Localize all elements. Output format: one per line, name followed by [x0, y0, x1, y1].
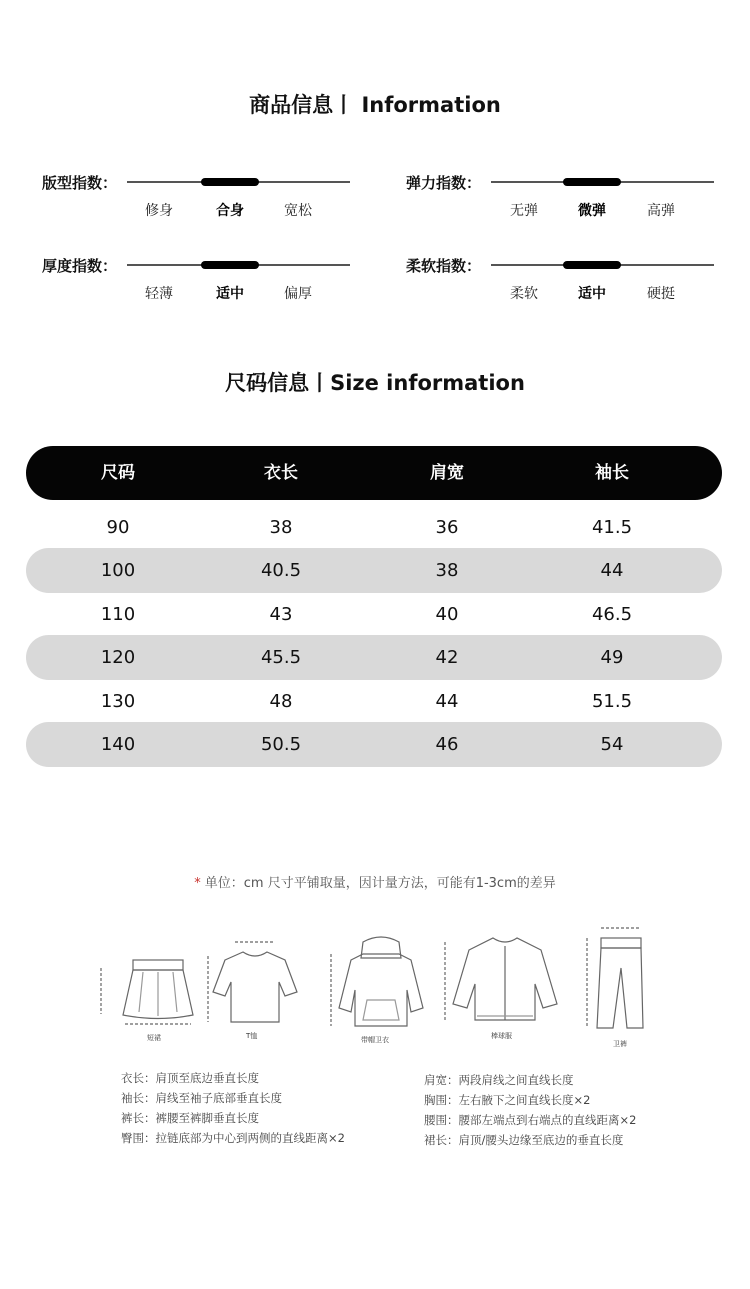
- cell-shoulder: 36: [435, 517, 459, 538]
- skirt-icon: [101, 960, 193, 1042]
- definition-hip: 臀围：拉链底部为中心到两侧的直线距离×2: [121, 1131, 345, 1145]
- definition-skirt-length: 裙长：肩顶/腰头边缘至底边的垂直长度: [424, 1133, 624, 1147]
- tshirt-caption: T恤: [246, 1032, 258, 1040]
- hoodie-caption: 带帽卫衣: [361, 1036, 389, 1044]
- stretch-index: [406, 172, 736, 222]
- baseball-jacket-caption: 棒球服: [491, 1032, 512, 1040]
- cell-size: 130: [100, 691, 136, 712]
- definition-sleeve: 袖长：肩线至袖子底部垂直长度: [121, 1091, 282, 1105]
- definition-length: 衣长：肩顶至底边垂直长度: [121, 1071, 259, 1085]
- stretch-option-none: 无弹: [510, 203, 538, 219]
- cell-sleeve: 54: [600, 734, 624, 755]
- thickness-option-thin: 轻薄: [145, 286, 173, 302]
- table-row: [26, 679, 722, 724]
- cell-shoulder: 42: [435, 647, 459, 668]
- note-text: 单位：cm 尺寸平铺取量，因计量方法，可能有1-3cm的差异: [204, 876, 556, 891]
- garment-illustrations: [95, 920, 655, 1060]
- fit-option-regular: 合身: [216, 203, 244, 219]
- cell-shoulder: 46: [435, 734, 459, 755]
- cell-length: 45.5: [260, 647, 302, 668]
- cell-length: 43: [269, 604, 293, 625]
- stretch-option-high: 高弹: [647, 203, 675, 219]
- definition-pants-length: 裤长：裤腰至裤脚垂直长度: [121, 1111, 259, 1125]
- tshirt-icon: [208, 942, 297, 1040]
- cell-length: 50.5: [260, 734, 302, 755]
- size-table-header: [26, 446, 722, 500]
- header-shoulder: 肩宽: [430, 463, 464, 483]
- cell-size: 120: [100, 647, 136, 668]
- cell-length: 40.5: [260, 560, 302, 581]
- hoodie-icon: [331, 937, 423, 1044]
- fit-index-knob: [201, 178, 259, 186]
- baseball-jacket-icon: [445, 938, 557, 1040]
- fit-option-loose: 宽松: [284, 203, 312, 219]
- cell-size: 90: [106, 517, 130, 538]
- thickness-option-thick: 偏厚: [284, 286, 312, 302]
- sweatpants-icon: [587, 928, 643, 1048]
- product-info-title: 商品信息丨 Information: [249, 93, 501, 117]
- definition-waist: 腰围：腰部左端点到右端点的直线距离×2: [424, 1113, 637, 1127]
- stretch-option-slight: 微弹: [578, 203, 606, 219]
- note-star: *: [194, 876, 201, 891]
- softness-index: [406, 255, 736, 305]
- softness-index-knob: [563, 261, 621, 269]
- stretch-index-knob: [563, 178, 621, 186]
- thickness-index: [42, 255, 372, 305]
- thickness-index-knob: [201, 261, 259, 269]
- cell-sleeve: 49: [600, 647, 624, 668]
- cell-size: 140: [100, 734, 136, 755]
- table-row: [26, 505, 722, 550]
- cell-sleeve: 44: [600, 560, 624, 581]
- stretch-index-label: 弹力指数：: [406, 174, 482, 192]
- measurement-note: [0, 872, 750, 891]
- softness-option-medium: 适中: [578, 286, 606, 302]
- size-info-title: 尺码信息丨Size information: [225, 371, 525, 395]
- cell-size: 110: [100, 604, 136, 625]
- cell-length: 48: [269, 691, 293, 712]
- definition-chest: 胸围：左右腋下之间直线长度×2: [424, 1093, 591, 1107]
- table-row: [26, 548, 722, 593]
- fit-index: [42, 172, 372, 222]
- sweatpants-caption: 卫裤: [613, 1040, 627, 1048]
- softness-option-soft: 柔软: [510, 286, 538, 302]
- cell-shoulder: 44: [435, 691, 459, 712]
- cell-length: 38: [269, 517, 293, 538]
- header-size: 尺码: [101, 463, 135, 483]
- softness-index-label: 柔软指数：: [406, 257, 482, 275]
- skirt-caption: 短裙: [147, 1034, 161, 1042]
- table-row: [26, 592, 722, 637]
- table-row: [26, 635, 722, 680]
- thickness-index-label: 厚度指数：: [42, 257, 118, 275]
- softness-option-stiff: 硬挺: [647, 286, 675, 302]
- cell-sleeve: 46.5: [591, 604, 633, 625]
- cell-sleeve: 41.5: [591, 517, 633, 538]
- definition-shoulder: 肩宽：两段肩线之间直线长度: [424, 1073, 574, 1087]
- fit-option-slim: 修身: [145, 203, 173, 219]
- header-sleeve: 袖长: [595, 463, 629, 483]
- cell-sleeve: 51.5: [591, 691, 633, 712]
- cell-shoulder: 38: [435, 560, 459, 581]
- thickness-option-medium: 适中: [216, 286, 244, 302]
- table-row: [26, 722, 722, 767]
- cell-shoulder: 40: [435, 604, 459, 625]
- header-length: 衣长: [264, 463, 298, 483]
- fit-index-label: 版型指数：: [42, 174, 118, 192]
- cell-size: 100: [100, 560, 136, 581]
